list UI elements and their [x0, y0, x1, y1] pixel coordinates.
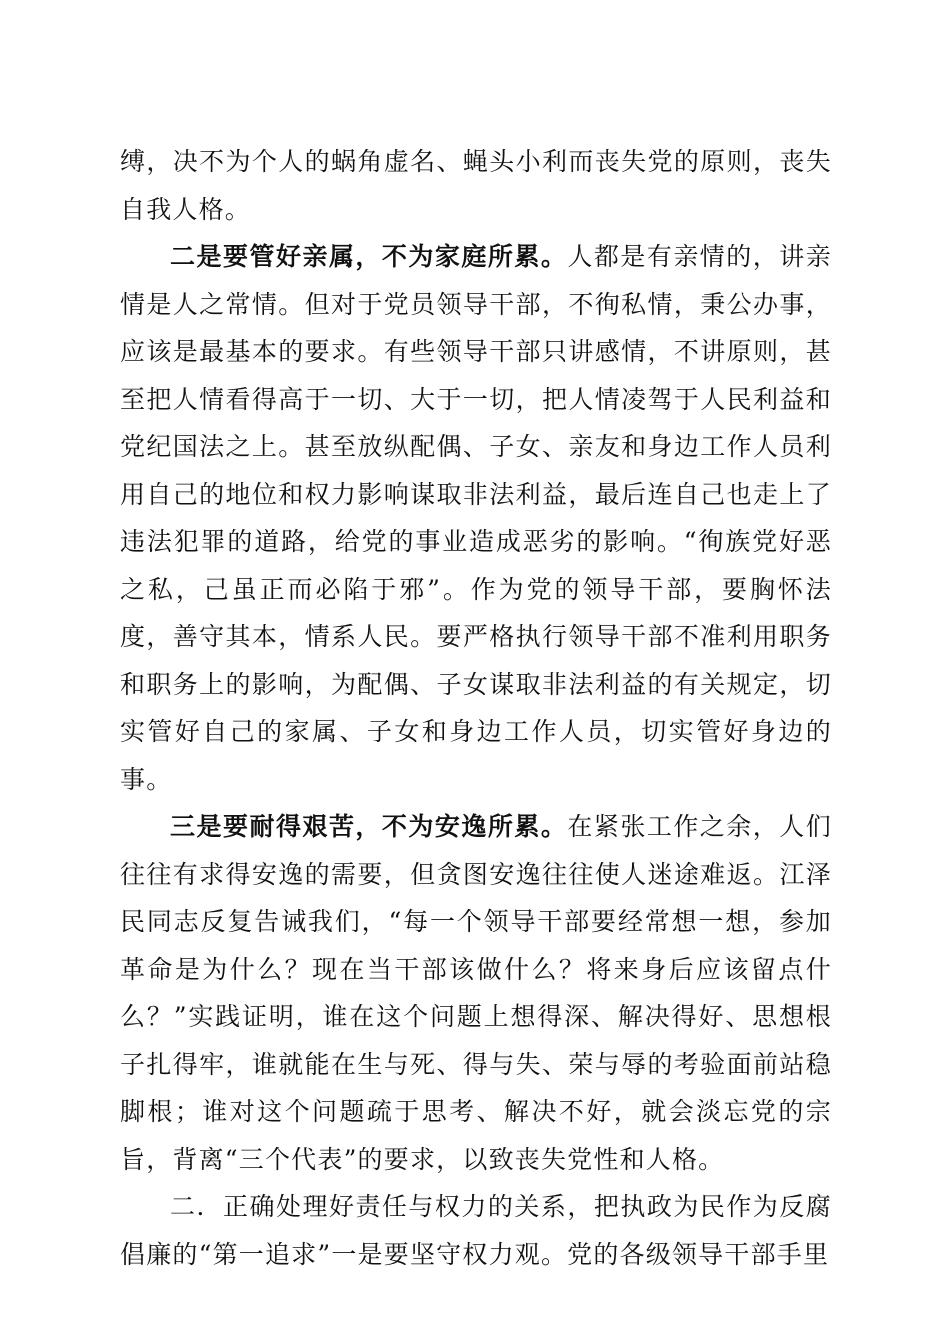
paragraph-family-members: [120, 233, 832, 803]
paragraph-lead: 二是要管好亲属，不为家庭所累。: [170, 242, 568, 271]
paragraph-section-two: [120, 1183, 832, 1278]
paragraph-text: 人都是有亲情的，讲亲情是人之常情。但对于党员领导干部，不徇私情，秉公办事，应该是最基本的要求。有些领导干部只讲感情，不讲原则，甚至把人情看得高于一切、大于一切，把人情凌驾于人民利益和党纪国法之上。甚至放纵配偶、子女、亲友和身边工作人员利用自己的地位和权力影响谋取非法利益，最后连自己也走上了违法犯罪的道路，给党的事业造成恶劣的影响。“徇族党好恶之私，己虽正而必陷于邪”。作为党的领导干部，要胸怀法度，善守其本，情系人民。要严格执行领导干部不准利用职务和职务上的影响，为配偶、子女谋取非法利益的有关规定，切实管好自己的家属、子女和身边工作人员，切实管好身边的事。: [120, 242, 832, 794]
paragraph-text: 在紧张工作之余，人们往往有求得安逸的需要，但贪图安逸往往使人迷途难返。江泽民同志反复告诫我们，“每一个领导干部要经常想一想，参加革命是为什么？现在当干部该做什么？将来身后应该留点什么？”实践证明，谁在这个问题上想得深、解决得好、思想根子扎得牢，谁就能在生与死、得与失、荣与辱的考验面前站稳脚根；谁对这个问题疏于思考、解决不好，就会淡忘党的宗旨，背离“三个代表”的要求，以致丧失党性和人格。: [120, 812, 832, 1174]
paragraph-text: 二．正确处理好责任与权力的关系，把执政为民作为反腐倡廉的“第一追求”一是要坚守权力观。党的各级领导干部手里: [120, 1192, 832, 1269]
paragraph-lead: 三是要耐得艰苦，不为安逸所累。: [170, 812, 568, 841]
paragraph-continuation: [120, 138, 832, 233]
paragraph-text: 缚，决不为个人的蜗角虚名、蝇头小利而丧失党的原则，丧失自我人格。: [120, 147, 832, 224]
paragraph-hardship: [120, 803, 832, 1183]
body-text: [120, 138, 832, 1278]
